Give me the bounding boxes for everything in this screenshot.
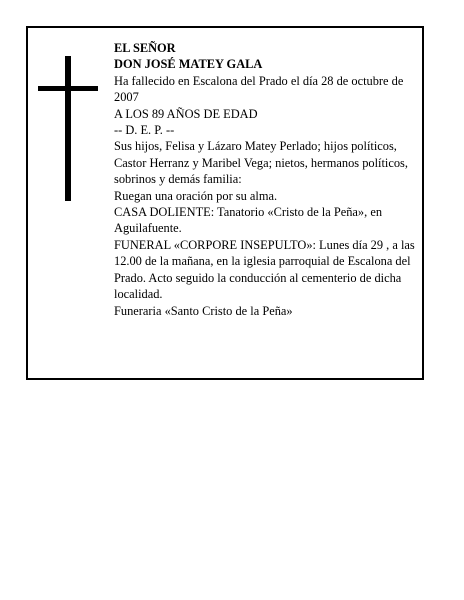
prayer-line: Ruegan una oración por su alma. [114,188,278,203]
funeral-home-line: Funeraria «Santo Cristo de la Peña» [114,303,293,318]
notice-title-name: DON JOSÉ MATEY GALA [114,57,263,72]
cross-icon [38,56,98,201]
funeral-line: FUNERAL «CORPORE INSEPULTO»: Lunes día 29 , a las 12.00 de la mañana, en la iglesia parroquial de Escalona del Prado. Acto seguido la conducción al cementerio de dicha localidad. [114,237,415,302]
death-announcement: Ha fallecido en Escalona del Prado el día 28 de octubre de 2007 [114,73,404,105]
notice-title-line1: EL SEÑOR [114,41,176,55]
rip-line: -- D. E. P. -- [114,123,175,138]
cross-horizontal-bar [38,86,98,91]
obituary-notice [26,26,424,380]
notice-text [114,40,420,319]
cross-vertical-bar [65,56,71,201]
age-line: A LOS 89 AÑOS DE EDAD [114,106,258,121]
family-line: Sus hijos, Felisa y Lázaro Matey Perlado; hijos políticos, Castor Herranz y Maribel Vega; nietos, hermanos políticos, sobrinos y demás familia: [114,139,408,187]
wake-line: CASA DOLIENTE: Tanatorio «Cristo de la Peña», en Aguilafuente. [114,205,383,236]
